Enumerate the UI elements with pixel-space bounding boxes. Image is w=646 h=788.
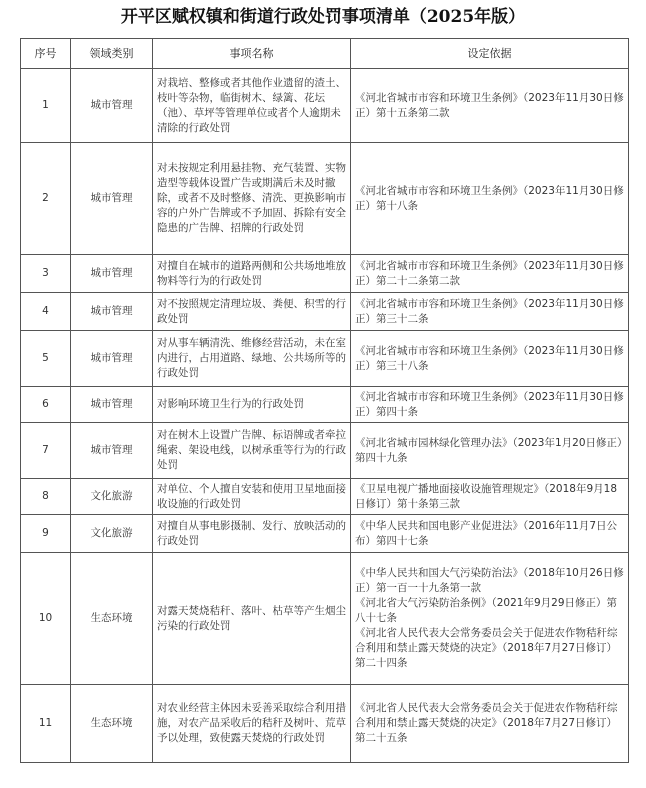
table-row [21,423,629,479]
cell-no: 5 [21,331,71,387]
cell-no: 6 [21,387,71,423]
cell-category: 城市管理 [71,143,153,255]
table-row [21,685,629,763]
header-category: 领域类别 [71,39,153,69]
cell-legal-basis: 《河北省城市市容和环境卫生条例》（2023年11月30日修正）第三十二条 [351,293,629,331]
table-row [21,293,629,331]
cell-item-name: 对擅自从事电影摄制、发行、放映活动的行政处罚 [153,515,351,553]
cell-item-name: 对影响环境卫生行为的行政处罚 [153,387,351,423]
cell-legal-basis: 《河北省城市市容和环境卫生条例》（2023年11月30日修正）第十八条 [351,143,629,255]
cell-item-name: 对擅自在城市的道路两侧和公共场地堆放物料等行为的行政处罚 [153,255,351,293]
table-row [21,69,629,143]
cell-item-name: 对单位、个人擅自安装和使用卫星地面接收设施的行政处罚 [153,479,351,515]
cell-legal-basis: 《中华人民共和国大气污染防治法》（2018年10月26日修正）第一百一十九条第一款 《河北省大气污染防治条例》（2021年9月29日修正）第八十七条 《河北省人民代表大会常务委员会关于促进农作物秸秆综合利用和禁止露天焚烧的决定》（2018年7月27日修订）第二十四条 [351,553,629,685]
cell-item-name: 对露天焚烧秸秆、落叶、枯草等产生烟尘污染的行政处罚 [153,553,351,685]
cell-no: 9 [21,515,71,553]
cell-category: 生态环境 [71,685,153,763]
cell-legal-basis: 《卫星电视广播地面接收设施管理规定》（2018年9月18日修订）第十条第三款 [351,479,629,515]
table-row [21,515,629,553]
cell-no: 10 [21,553,71,685]
cell-category: 城市管理 [71,423,153,479]
cell-category: 城市管理 [71,387,153,423]
cell-category: 城市管理 [71,293,153,331]
header-legal-basis: 设定依据 [351,39,629,69]
cell-item-name: 对不按照规定清理垃圾、粪便、积雪的行政处罚 [153,293,351,331]
table-row [21,255,629,293]
cell-no: 2 [21,143,71,255]
cell-no: 7 [21,423,71,479]
cell-item-name: 对农业经营主体因未妥善采取综合利用措施，对农产品采收后的秸秆及树叶、荒草予以处理，致使露天焚烧的行政处罚 [153,685,351,763]
cell-legal-basis: 《河北省城市市容和环境卫生条例》（2023年11月30日修正）第十五条第二款 [351,69,629,143]
table-row [21,143,629,255]
cell-category: 文化旅游 [71,479,153,515]
header-item-name: 事项名称 [153,39,351,69]
cell-category: 城市管理 [71,255,153,293]
table-row [21,331,629,387]
cell-item-name: 对从事车辆清洗、维修经营活动，未在室内进行，占用道路、绿地、公共场所等的行政处罚 [153,331,351,387]
cell-no: 8 [21,479,71,515]
penalty-items-table [20,38,629,763]
table-header-row [21,39,629,69]
cell-category: 城市管理 [71,331,153,387]
cell-legal-basis: 《河北省城市市容和环境卫生条例》（2023年11月30日修正）第二十二条第二款 [351,255,629,293]
cell-legal-basis: 《河北省城市市容和环境卫生条例》（2023年11月30日修正）第四十条 [351,387,629,423]
cell-item-name: 对未按规定利用悬挂物、充气装置、实物造型等载体设置广告或期满后未及时撤除，或者不及时整修、清洗、更换影响市容的户外广告牌或不予加固、拆除有安全隐患的广告牌、招牌的行政处罚 [153,143,351,255]
cell-category: 文化旅游 [71,515,153,553]
document-title: 开平区赋权镇和街道行政处罚事项清单（2025年版） [120,7,526,27]
cell-legal-basis: 《河北省人民代表大会常务委员会关于促进农作物秸秆综合利用和禁止露天焚烧的决定》（2018年7月27日修订）第二十五条 [351,685,629,763]
table-row [21,387,629,423]
cell-legal-basis: 《河北省城市市容和环境卫生条例》（2023年11月30日修正）第三十八条 [351,331,629,387]
cell-legal-basis: 《中华人民共和国电影产业促进法》（2016年11月7日公布）第四十七条 [351,515,629,553]
cell-legal-basis: 《河北省城市园林绿化管理办法》（2023年1月20日修正）第四十九条 [351,423,629,479]
cell-no: 3 [21,255,71,293]
cell-category: 城市管理 [71,69,153,143]
table-row [21,479,629,515]
table-row [21,553,629,685]
cell-no: 1 [21,69,71,143]
header-no: 序号 [21,39,71,69]
cell-item-name: 对栽培、整修或者其他作业遗留的渣土、枝叶等杂物，临街树木、绿篱、花坛（池）、草坪等管理单位或者个人逾期未清除的行政处罚 [153,69,351,143]
cell-category: 生态环境 [71,553,153,685]
cell-no: 11 [21,685,71,763]
cell-no: 4 [21,293,71,331]
cell-item-name: 对在树木上设置广告牌、标语牌或者牵拉绳索、架设电线，以树承重等行为的行政处罚 [153,423,351,479]
